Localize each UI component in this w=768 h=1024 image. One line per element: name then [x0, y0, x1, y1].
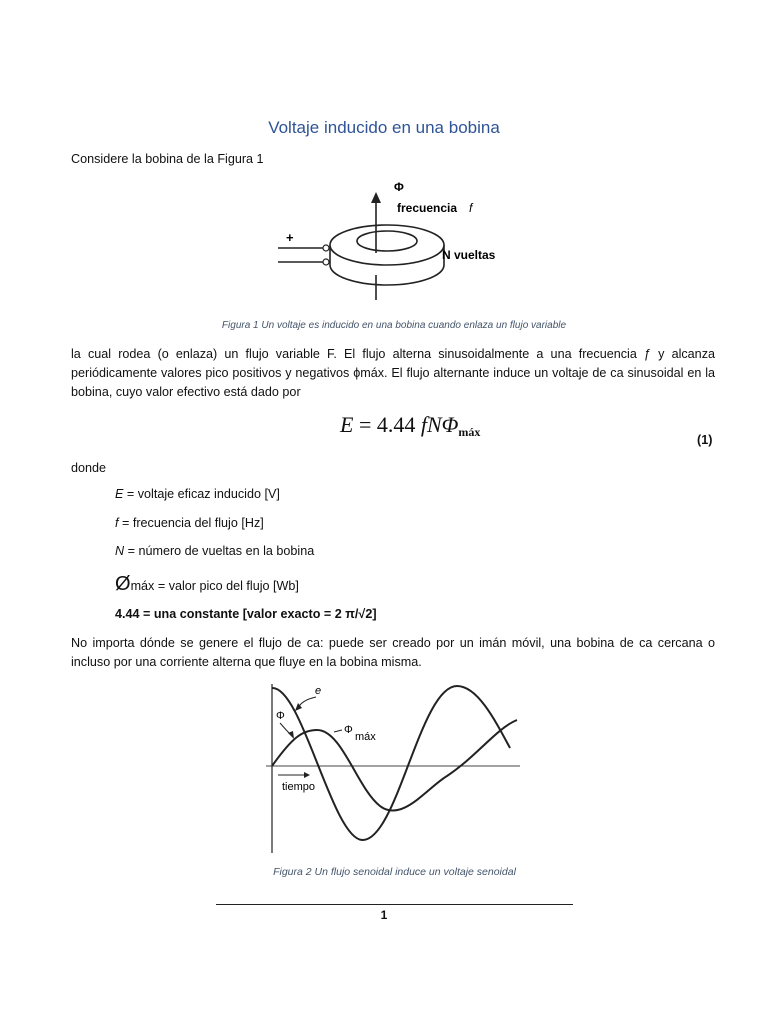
equation-equals: = 4.44 [358, 412, 416, 437]
figure-2-waves [262, 678, 527, 858]
frequency-label: frecuencia [397, 201, 458, 215]
paragraph-1: la cual rodea (o enlaza) un flujo variable F. El flujo alterna sinusoidalmente a una frecuencia ƒ y alcanza periódicamente valores pico positivos y negativos ϕmáx. El flujo alternante induce un voltaje de ca sinusoidal en la bobina, cuyo valor efectivo está dado por [71, 347, 715, 399]
phi-label: Φ [276, 710, 285, 722]
voltage-curve-e [272, 686, 510, 840]
definition-symbol: E [115, 487, 124, 501]
definition-text: máx = valor pico del flujo [Wb] [130, 579, 299, 593]
equation-number: (1) [697, 433, 713, 447]
figure-1-caption: Figura 1 Un voltaje es inducido en una bobina cuando enlaza un flujo variable [221, 320, 567, 331]
definition-phimax [115, 573, 299, 596]
equation-lhs: E [340, 412, 354, 437]
e-pointer [298, 697, 316, 708]
donde-label: donde [71, 461, 107, 475]
figure-1-coil [270, 175, 520, 305]
phimax-label: Φ [344, 724, 353, 736]
equation-1 [340, 412, 480, 438]
page-title: Voltaje inducido en una bobina [268, 118, 500, 137]
frequency-symbol: f [469, 201, 473, 215]
definition-symbol: Ø [115, 573, 131, 595]
equation-vars: fNΦ [420, 412, 459, 437]
equation-subscript: máx [458, 425, 481, 439]
time-label: tiempo [282, 781, 316, 793]
torus-hole [357, 231, 417, 251]
intro-text: Considere la bobina de la Figura 1 [71, 152, 264, 166]
definition-text: = voltaje eficaz inducido [V] [123, 487, 280, 501]
page-number: 1 [380, 908, 388, 922]
figure-2-caption: Figura 2 Un flujo senoidal induce un voltaje senoidal [273, 866, 516, 878]
definition-text: = número de vueltas en la bobina [124, 544, 315, 558]
definition-symbol: f [115, 516, 119, 530]
paragraph-2: No importa dónde se genere el flujo de ca: puede ser creado por un imán móvil, una bobina de ca cercana o incluso por una corriente alterna que fluye en la bobina misma. [71, 636, 715, 669]
phi-label: Φ [394, 180, 404, 194]
definition-symbol: N [115, 544, 125, 558]
plus-label: + [286, 230, 294, 245]
turns-label: N vueltas [442, 248, 496, 262]
definition-f [115, 516, 264, 530]
flux-arrowhead [371, 192, 381, 203]
phimax-pointer [334, 730, 342, 732]
phimax-subscript: máx [355, 731, 376, 743]
footer-rule [216, 904, 573, 905]
e-label: e [315, 685, 322, 697]
definition-text: = frecuencia del flujo [Hz] [118, 516, 264, 530]
definition-constant [115, 607, 377, 621]
definition-e [115, 487, 280, 501]
definition-text: 4.44 = una constante [valor exacto = 2 π/√2] [115, 607, 377, 621]
definition-n [115, 544, 314, 558]
